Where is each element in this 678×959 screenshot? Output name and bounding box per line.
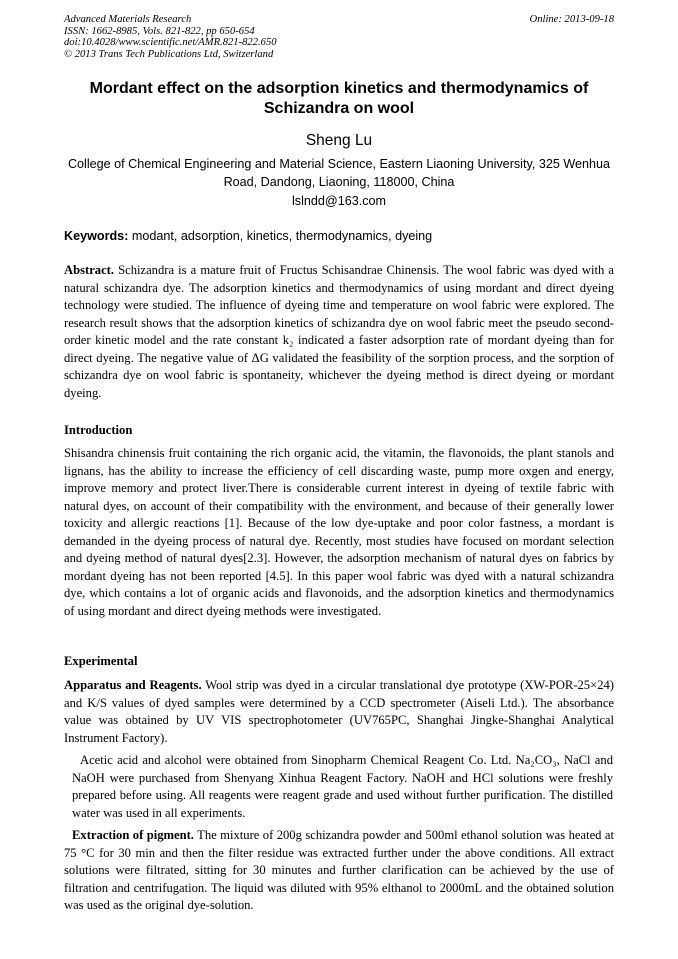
keywords-text: modant, adsorption, kinetics, thermodynamics, dyeing xyxy=(128,229,433,243)
apparatus-paragraph xyxy=(64,677,614,747)
abstract-label: Abstract. xyxy=(64,263,115,277)
issn: ISSN: 1662-8985, Vols. 821-822, pp 650-654 xyxy=(64,25,255,37)
introduction-text: Shisandra chinensis fruit containing the rich organic acid, the vitamin, the flavonoids, the plant stanols and lignans, has the ability to increase the efficiency of cell discarding waste, pump more oxgen and energy, improve memory and protect liver.There is considerable current interest in dyeing of textile fabric with natural dyes, on account of their compatibility with the environment, and because of their generally lower toxicity and allergic reactions [1]. Because of the low dye-uptake and poor color fastness, a mordant is demanded in the dyeing process of natural dye. Recently, most studies have focused on mordant selection and dyeing method of natural dyes[2.3]. However, the adsorption mechanism of natural dyes on fabrics by mordant dyeing has not been reported [4.5]. In this paper wool fabric was dyed with a natural schizandra dye, which contains a lot of organic acids and flavonoids, and the adsorption kinetics and thermodynamics of using mordant and direct dyeing methods were investigated. xyxy=(64,446,614,618)
author: Sheng Lu xyxy=(305,132,373,149)
journal-name: Advanced Materials Research xyxy=(64,14,192,25)
paper-title: Mordant effect on the adsorption kinetics and thermodynamics of Schizandra on wool xyxy=(89,80,589,117)
experimental-heading: Experimental xyxy=(64,654,138,668)
online-date: Online: 2013-09-18 xyxy=(529,14,614,25)
abstract xyxy=(64,262,614,402)
extraction-label: Extraction of pigment. xyxy=(72,828,194,842)
apparatus-label: Apparatus and Reagents. xyxy=(64,678,202,692)
introduction-heading: Introduction xyxy=(64,423,133,437)
keywords xyxy=(64,229,614,243)
email: lslndd@163.com xyxy=(292,194,386,208)
copyright: © 2013 Trans Tech Publications Ltd, Switzerland xyxy=(64,48,274,60)
keywords-label: Keywords: xyxy=(64,229,129,243)
doi: doi:10.4028/www.scientific.net/AMR.821-822.650 xyxy=(64,37,277,49)
extraction-paragraph xyxy=(64,827,614,915)
reagents-text: Acetic acid and alcohol were obtained from Sinopharm Chemical Reagent Co. Ltd. Na₂CO₃, NaCl and NaOH were purchased from Shenyang Xinhua Reagent Factory. NaOH and HCl solutions were freshly prepared before using. All reagents were reagent grade and used without further purification. The distilled water was used in all experiments. xyxy=(72,753,613,820)
abstract-text: Schizandra is a mature fruit of Fructus Schisandrae Chinensis. The wool fabric was dyed with a natural schizandra dye. The adsorption kinetics and thermodynamics of using mordant and direct dyeing technology were studied. The influence of dyeing time and temperature on wool fabric were explored. The research result shows that the adsorption kinetics of schizandra dye on wool fabric meet the pseudo second-order kinetic model and the rate constant k₂ indicated a faster adsorption rate of mordant dyeing than for direct dyeing. The negative value of ΔG validated the feasibility of the sorption process, and the sorption of schizandra dye on wool fabric is spontaneity, whichever the dyeing method is direct dyeing or mordant dyeing. xyxy=(64,263,614,400)
journal-header xyxy=(64,14,614,60)
apparatus-text: Wool strip was dyed in a circular translational dye prototype (XW-POR-25×24) and K/S values of dyed samples were determined by a CCD spectrometer (Aiseli Ltd.). The absorbance value was obtained by UV VIS spectrophotometer (UV765PC, Shanghai Jingke-Shanghai Analytical Instrument Factory). xyxy=(64,678,614,745)
affiliation: College of Chemical Engineering and Material Science, Eastern Liaoning University, 325 Wenhua Road, Dandong, Liaoning, 118000, China xyxy=(67,157,611,189)
extraction-text: The mixture of 200g schizandra powder and 500ml ethanol solution was heated at 75 °C for 30 min and then the filter residue was extracted further under the above conditions. All extract solutions were filtrated, sitting for 30 minutes and further clarification can be achieved by the use of filtration and centrifugation. The liquid was diluted with 95% elthanol to 2000mL and the obtained solution was used as the original dye-solution. xyxy=(64,828,614,912)
